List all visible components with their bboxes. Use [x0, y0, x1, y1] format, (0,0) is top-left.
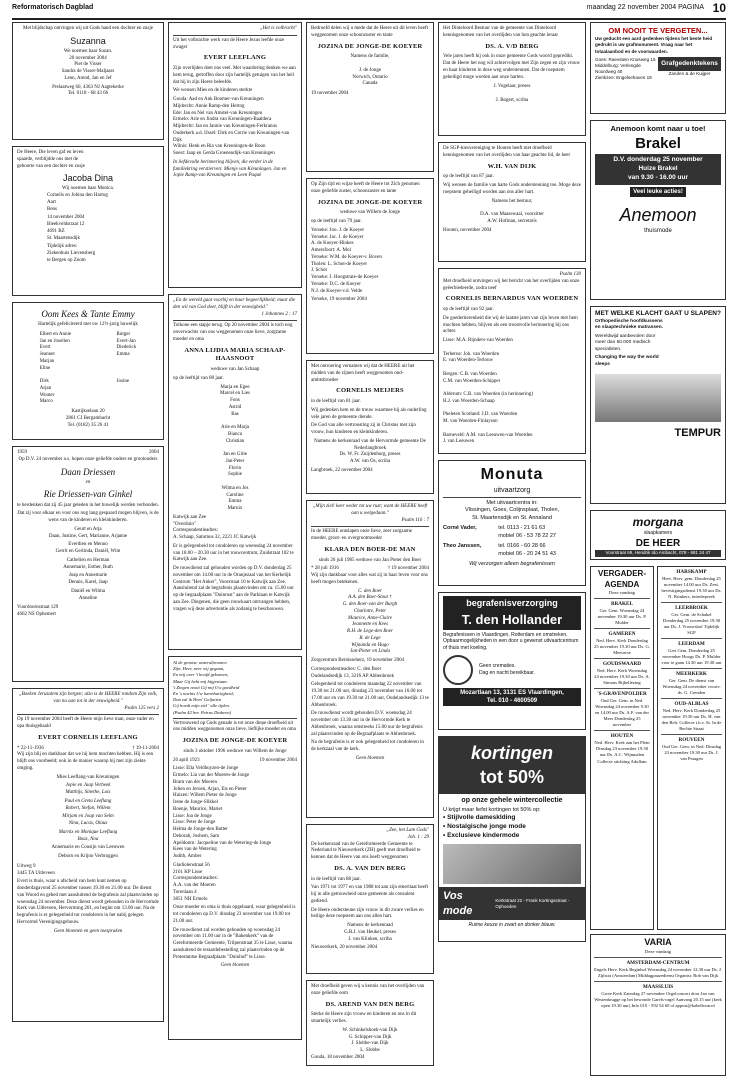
monuta-places: Vlissingen, Goes, Colijnsplaat, Tholen, St. Maartensdijk en St. Annaland	[464, 507, 560, 521]
brakel-place: Brakel	[635, 135, 681, 153]
obituary-text: Wij zijn blij en dankbaar dat we hij hem mochten hebben. Hij is een blijft ons voorbeeld; ook in de manier waarop hij met zijn ziekte omging.	[17, 752, 154, 771]
agenda-details: Ger. Gem. De dienst van Woensdag 24 november voortv. ds. G. Crenden	[662, 678, 721, 696]
birth2-line: Wij noemen haar Monica.	[61, 186, 114, 192]
leeflang-intro: Uit het volbrachte werk van de Heere Jezus leefde onze zwager	[173, 37, 285, 50]
birth2-intro: De Heere, Die leven gaf en leven spaarde, verblijdde ons met de geboorte van een dochter en zusje	[17, 150, 85, 169]
cbw-intro: Met droefheid ontvingen wij het bericht van het overlijden van onze geëerbiedeerde, zodra neef	[443, 278, 580, 291]
agenda-details: Ger. Gem. de Schakel Donderdag 25 november 19.30 uur Ds. J. Vrouwshof Tijdelijk SGP	[662, 611, 721, 636]
obituary-evert-leeflang	[12, 688, 164, 1022]
notice-wh-van-dijk	[438, 142, 586, 262]
jozina-death-date: 19 november 2004	[259, 757, 297, 763]
obituary-quote-ref: Psalm 125 vers 2	[124, 705, 159, 711]
birth-announcement-suzanna	[12, 22, 164, 140]
agenda-place: GAMEREN	[608, 631, 636, 638]
leeflang-text: Zijn overlijden doet ons veel. Met waardering denken we aan hem terug, getroffen door zijn hartelijk getuigen van het heil dat hij in zijn Heere beleefde.	[173, 66, 296, 85]
birth2-address: Bleekveldstraat 12 4691 BZ St. Maartensdijk	[47, 222, 85, 241]
vos-headline-2: tot 50%	[479, 767, 544, 788]
obituary-family-2: Jopie en Jaap Verbeek Matthijs, Sinethe, Lois	[65, 783, 111, 796]
agenda-details: Gert Gem. Donderdag 25 november Hoogs Ds. P. Mulder voor te gaan 14.30 uur 19.30 uur	[661, 648, 722, 666]
klara-intro: In de HEERE ontslapen onze lieve, zeer zorgzame moeder, groot- en overgrootmoeder	[311, 529, 412, 541]
agenda-place: BRAKEL	[611, 601, 633, 608]
berg-intro: De kerkenraad van de Gereformeerde Gemeente te Nederland te Nieuwerkerk (ZH) geeft met droefheid te kennen dat de Heere van ons heeft weggenomen	[311, 841, 421, 860]
arend-family: W. Schinkelshoek-van Dijk G. Schipper-van Dijk J. Slobbe-van Dijk L. Slobbe	[342, 1027, 398, 1054]
wh-age: op de leeftijd van 87 jaar.	[443, 174, 494, 180]
ad-monuta	[438, 460, 586, 586]
klara-quote-ref: Psalm 116 : 7	[401, 517, 429, 523]
monuta-subtitle: uitvaartzorg	[493, 486, 531, 494]
obituary-leeflang-family	[168, 22, 302, 288]
cbw-name: CORNELIS BERNARDUS VAN WOERDEN	[445, 295, 579, 303]
wh-intro: De SGP-kiesvereniging te Houten heeft met droefheid kennisgenomen van het overlijden van haar geachte lid, de heer	[443, 146, 571, 158]
leeflang-wish: We wensen Mies en de kinderen sterkte	[173, 88, 253, 94]
anniversary-title: Oom Kees & Tante Emmy	[41, 309, 135, 319]
agenda-place: ROUVEEN	[678, 737, 705, 744]
brakel-actions-badge: Veel leuke acties!	[630, 187, 686, 197]
birth-name: Suzanna	[70, 35, 106, 46]
agenda-details: Oud Ger. Gem. in Ned. Dinsdag 23 november 19.30 uur Ds. J. van Praagen	[661, 744, 722, 762]
klara-text: Wij zijn dankbaar voor alles wat zij in haar leven voor ons heeft mogen betekenen.	[311, 573, 428, 585]
hollander-services: Begrafenissen in Vlaardingen, Rotterdam en omstreken. Opbaarmogelijkheden in een door u gewenst uitvaartcentrum of thuis met koeling.	[443, 631, 579, 652]
berg-signature: Namens de kerkenraad G.R.J. van Heukel, preses J. van Klinken, scriba	[344, 923, 396, 942]
birth-address: Prelaatweg 60, 4363 NJ Aagtekerke Tel. 0118 - 68 43 66	[52, 84, 124, 97]
wh-signature: Namens het bestuur, D.A. van Maasewaal, voorzitter A.W. Hofman, secretaris	[480, 198, 544, 224]
jozina-address: Gladiolenstraat 56 2161 KP Lisse Correspondentieadres: A.A. van der Moeren Torenlaan 4 3851 NH Ermelo	[173, 862, 218, 902]
anna-intro: Tolkone een stapje terug. Op 20 november 2004 is toch nog onverwachts van ons weggenomen onze lieve, zorgzame moeder en oma	[173, 323, 293, 342]
dinteloord-intro: Het Dinteloord Bestuur van de gemeente van Dinteloord kennisgenomen van het overlijden van hun geachte leraar	[443, 26, 559, 38]
column-5	[590, 22, 726, 1076]
agenda-place: 'S-GRAVENPOLDER	[597, 691, 647, 698]
varia-item-0	[594, 960, 722, 979]
klara-death-date: † 19 november 2004	[387, 566, 429, 572]
agenda-item-4	[594, 733, 650, 764]
berg-text: Van 1971 tot 1977 en van 1988 tot aan zijn emeritaat heeft hij in alle getrouwheid onze gemeente als consulent gediend.	[311, 885, 429, 904]
berg-quote: „Zee, het Lam Gods"	[386, 828, 429, 833]
jozina-condolence: Onze moeder en oma is thuis opgebaard, waar gelegenheid is tot condoleren op D.V. dinsdag 23 november van 19.00 tot 21.00 uur.	[173, 905, 296, 924]
obituary-family-3: Paul en Greta Leeflang Robert, Stefan, Willem	[64, 798, 112, 811]
agenda-place: LEERDAM	[678, 641, 705, 648]
klara-condolence: Gelegenheid tot condoleren maandag 22 november van 19.30 tot 21.00 uur, dinsdag 23 november van 16.00 tot 17.00 uur en van 19.30 tot 21.00 uur, Oudelandsedijk 13 te Abbenbroek.	[311, 682, 429, 708]
jozina-family: Lisse: Ella Veldhuyzen-de Jonge Ermelo: Lia van der Moeren-de Jonge Bram van der Moeren Jolien en Jeroen, Arjan, Els en Pieter Huizen: Willem Pieter de Jonge Irene de Jonge-Slikkel Roenje, Maurice, Mariet Lisse: Joa de Jonge Lisse: Peter de Jonge Helma de Jonge-den Butter Deborah, Joshem, Sam Apeldoorn: Jacqueline van de Wetering-de Jonge Kees van de Wetering Judith, Amber	[173, 766, 272, 860]
right-item-3	[661, 671, 722, 696]
agenda-item-3	[594, 691, 650, 728]
obituary-anna-schaap	[168, 294, 302, 650]
obituary-family-6: Annemarie en Cousijn van Leeuwen	[51, 845, 125, 851]
vos-tagline: Ruime keuze in zwart en donker blauw.	[468, 922, 556, 929]
meijers-date: Langbroek, 22 november 2004	[311, 467, 373, 473]
hollander-available: Dag en nacht bereikbaar.	[479, 669, 535, 676]
klara-after: Na de begrafenis is er ook gelegenheid tot condoleren in de kerkzaal van de kerk.	[311, 740, 424, 753]
arend-name: DS. AREND VAN DEN BERG	[325, 1000, 415, 1008]
birth-intro: Met blijdschap ontvingen wij uit Gods hand een dochter en zusje	[23, 26, 153, 31]
birth-parents: Piet de Visser Sandra de Visser-Maljaars Lenn, Arend, Jan en Jef	[61, 62, 115, 81]
hollander-title-2: T. den Hollander	[443, 610, 581, 630]
page-date: maandag 22 november 2004 PAGINA	[586, 4, 704, 11]
tempur-text-1: Orthopedische hoofdkussens en slaaptechnieke matrassen.	[595, 318, 663, 331]
b1-name: JOZINA DE JONGE-DE KOEYER	[317, 42, 423, 50]
anemoon-subtitle: thuismode	[644, 228, 672, 235]
birth2-temp-address: Tijdelijk adres: Ziekenhuis Lievensberg te Bergen op Zoom	[47, 244, 96, 263]
graf-subtitle: Zanden & de Kuijper	[668, 71, 711, 77]
b1-date: 19 november 2004	[311, 91, 349, 97]
right-item-5	[661, 737, 722, 762]
year-end: 2004	[149, 450, 159, 455]
monuta-logo: Monuta	[480, 466, 544, 483]
agenda-details: Oud Ger. Gem. in Ned. Woensdag 24 november 9.30 en 14.00 uur Ds. A.F. van der Meer Donderdag 25 november	[595, 698, 649, 728]
agenda-item-2	[594, 661, 650, 686]
wh-date: Houten, november 2004	[443, 227, 492, 233]
berg-date: Nieuwerkerk, 20 november 2004	[311, 945, 378, 951]
notice-jozina-yerseke	[306, 178, 434, 354]
obituary-intro: Op 19 november 2004 heeft de Heere mijn lieve man, onze vader en opa thuisgehaald	[17, 717, 154, 729]
wh-name: W.H. VAN DIJK	[487, 162, 537, 170]
jubilee-name-2: Rie Driessen-van Ginkel	[43, 489, 133, 500]
obituary-quote: „Boeken Jeruzalem zijn bergen; alzo is de HEERE rondom Zijn volk, van nu aan tot in der eeuwigheid."	[18, 692, 158, 704]
anniversary-text: Hartelijk gefeliciteerd met uw 12½-jarig huwelijk	[38, 322, 138, 328]
hollander-no-cremation: Geen crematies.	[479, 663, 516, 670]
klara-closing: Geen bloemen	[355, 755, 385, 761]
agenda-details: Herv. Herv. gem. Donderdag 25 november 14.00 uur Ds. Zeet, bevestigingsdienst 19.30 uur Ds. N. Brinkers, intredepreek	[661, 575, 722, 600]
ad-morgana	[590, 510, 726, 560]
b2-name: JOZINA DE JONGE-DE KOEYER	[317, 198, 423, 206]
anniversary-address: Kastijkselaan 20 2861 CJ Bergambacht Tel. (0182) 35 26 41	[65, 409, 111, 428]
tempur-bed-image	[595, 374, 721, 422]
jozina-poem: Al de grootse wateraltroonen Zijn, Heer, neer wij gegaan, En mij over 't hoofd gekomen; Maar Gij hebt mij bijgestaan. 't Zingen nooit Gij mij Uw goedheid En 's nachts Uw barmhartigheid; Dan zal ik Hem' Goljaiten Gij hoedt mijn ziel ' alle tijden. (Psalm 42 ber. Petrus Datheen)	[173, 660, 240, 715]
agenda-details: Ned. Herv. Kerk aan het Plein Dinsdag 23 november 19.30 uur Ds. A.C. Wijnmalen Collecte stichting Adullam	[594, 740, 650, 764]
varia-title: VARIA	[644, 937, 672, 947]
vos-item-3: • Exclusieve kindermode	[443, 831, 520, 839]
dinteloord-signature: J. Vogelaar, preses J. Bogert, scriba	[493, 84, 531, 103]
notice-arend-van-den-berg	[306, 980, 434, 1066]
meijers-signature: Namens de kerkenraad van de Hervormde gemeente De Nederlangbroek Ds. W. Fr. Zuijdenburg, preses A.W. van Os, scriba	[314, 438, 426, 465]
anniversary-driessen	[12, 446, 164, 682]
page-number: 10	[712, 1, 726, 15]
obituary-closing: Geen bloemen en geen toespraken	[53, 928, 123, 934]
monuta-contact-1-tel: tel. 0113 - 21 61 63 mobiel 06 - 53 78 22 27	[498, 525, 556, 539]
birth-date: 20 november 2004	[69, 55, 107, 61]
varia-details: Grote Kerk Zaterdag 27 november Orgelconcert door Jan van Westenbrugge op het bewonde Garels-orgel Aanvang 20.15 uur (kerk open 19.30 uur) Info 010 - 592 54 60 of appost@kabelfoon.nl	[594, 990, 722, 1008]
morgana-address: Voorstraat 69, Hendrik Ido Ambacht, 078 - 681 24 47	[595, 550, 721, 556]
vos-item-2: • Nostalgische jonge mode	[443, 823, 526, 831]
dinteloord-name: DS. A. V/D BERG	[485, 42, 539, 50]
leeflang-name: EVERT LEEFLANG	[203, 54, 267, 62]
varia-item-1	[594, 984, 722, 1009]
jubilee-family-3: Cathelien en Herman Annemarie, Esther, Ruth	[63, 557, 113, 570]
agenda-place: GOUDSWAARD	[602, 661, 642, 668]
anna-widow-of: weduwe van Jan Schaap	[210, 367, 260, 373]
birth2-parents: Cornelis en Jobina den Hartog Aart Rens	[47, 193, 108, 212]
vos-logo: Vos mode	[443, 889, 473, 917]
jubilee-family-2: Everdien en Menno Gerrit en Gerlinda, Daniël, Wim	[55, 542, 121, 555]
vos-headline-1: kortingen	[470, 743, 553, 763]
jozina-widow-of: sinds 3 oktober 1996 weduwe van Willem de Jonge	[183, 748, 287, 754]
column-3	[306, 22, 434, 1072]
graf-location-1: Goes: Raevstein Kruisweg 16	[595, 56, 656, 62]
brakel-venue: Huize Brakel	[638, 165, 678, 173]
ad-den-hollander	[438, 592, 586, 730]
birth2-date: 14 november 2004	[47, 215, 85, 221]
obituary-family-4: Mirjam en Joap van Selm Nina, Lucas, Olaus	[62, 814, 114, 827]
monuta-contact-2-name: Theo Janssen,	[443, 543, 482, 550]
agenda-details: Ger. Gem. Woensdag 24 november 19.30 uur Ds. P. Mulder	[597, 608, 647, 626]
varia-section	[590, 934, 726, 1076]
right-item-0	[661, 569, 722, 600]
vos-address: Kerkstraat 22 - Frank Kortingsstraat - Ophoeden	[495, 897, 570, 909]
monuta-contact-1-name: Corné Vader,	[443, 525, 477, 532]
notice-ds-van-den-berg	[306, 824, 434, 974]
cbw-text: De goedertierenheid die wij de laatste jaren van zijn leven met hem mochten hebben, blijven als een troostvolle herinnering bij ons achter.	[443, 315, 578, 335]
meijers-age: in de leeftijd van 81 jaar.	[311, 399, 361, 405]
jubilee-name-1: Daan Driessen	[60, 466, 116, 477]
anniversary-oom-kees	[12, 302, 164, 440]
tempur-text-2: Wereldwijd aanbevolen door meer dan 50.000 medisch specialisten.	[595, 333, 656, 352]
klara-name: KLARA DEN BOER-DE MAN	[324, 545, 416, 553]
b2-intro: Op Zijn tijd en wijze heeft de Heere tot Zich genomen onze geliefde zuster, schoonzuster en tante	[311, 182, 420, 194]
jubilee-wish: Dat zij voor elkaar en voor ons nog lang gespaard mogen blijven, is de wens van de kinderen en kleinkinderen.	[17, 511, 159, 524]
jubilee-and: en	[85, 479, 91, 485]
agenda-item-1	[594, 631, 650, 656]
klara-family: C. den Boer A.A. den Boer-Stout † G. den Boer-van der Burgh Charlotte, Peter Maurice, Anne-Claire Jeannette en Kees R.H. de Lege-den Boer R. de Lege Wijnanda en Hugo Jan-Pieter en Linda	[342, 588, 398, 655]
meijers-intro: Met ontroering vernamen wij dat de HEERE uit het midden van de zijnen heeft weggenomen ond-ambtsbroeder	[311, 364, 415, 383]
b2-widow-of: weduwe van Willem de Jonge	[340, 210, 400, 216]
notice-cornelis-van-woerden	[438, 268, 586, 454]
anna-funeral: De rouwdienst zal gehouden worden op D.V. donderdag 25 november om 14.00 uur in de Oranjezaal van het Kerkelijk Centrum "Het Anker", Voorstraat 10 te Katwijk aan Zee. Aansluitend zal de begrafenis plaatsvinden om ca. 15.00 uur op de begraafplaats "Duinrust" aan de Parklaan te Katwijk aan Zee. Diegenen, die geen rouwkaart ontvangen hebben, vragen wij deze advertentie als zodanig te beschouwen.	[173, 566, 294, 612]
varia-details: Engels Herv. Kerk Beginhof Woensdag 24 november 12.30 uur Ds. J. Zijlstra (Amsterdam) Middagpauzedienst Organist: Rob van Dijk	[594, 966, 722, 978]
varia-subtitle: Deze vandaag	[645, 948, 671, 954]
morgana-logo: morgana	[632, 515, 684, 529]
b2-family: Yerseke: Joo. J. de Koeyer Yerseke: Jac. J. de Koeyer A. de Koeyer-Hinkes Amersfoort: A. Mol Yerseke: W.M. de Koeyer-v. Boven Tholen: L. Schot-de Koeyer J. Schot Yerseke: J. Hoogstrate-de Koeyer Yerseke: D.C. de Koeyer N.J. de Koeyer-v.d. Velde	[311, 227, 382, 294]
hollander-address: Mozartlaan 13, 3131 ES Vlaardingen, Tel. 010 - 4600509	[443, 688, 581, 706]
leeflang-quote: „Het is volbracht"	[259, 26, 297, 31]
anniversary-names-left: Elbert en Annie Jan en Joselien Evert Jeannet Marjan Eline Dirk Arjan Wouter Marco	[39, 331, 72, 405]
anna-family: Marja en Egee Marcel en Lies Fons Astrid Bas Arie en Marja Bianca Christian Jan en Gitie Jan-Peter Florin Sophie Wilma en Jos Caroline Emma Marnix	[220, 384, 250, 512]
notice-jozina-family	[306, 22, 434, 172]
notice-cornelis-meijers	[306, 360, 434, 494]
church-agenda-left	[590, 566, 654, 930]
berg-age: in de leeftijd van 88 jaar.	[311, 876, 361, 882]
column-2	[168, 22, 302, 1046]
arend-intro: Met droefheid geven wij u kennis van het overlijden van onze geliefde oom	[311, 984, 425, 996]
obituary-family-1: Mies Leeflang-van Kreuningen	[56, 774, 120, 780]
klara-funeral: De rouwdienst wordt gehouden D.V. woensdag 24 november om 13.30 uur in de Hervormde Kerk te Abbenbroek, waarna omstreeks 15.00 uur de begrafenis zal plaatsvinden op de Begraafplaats te Abbenbroek.	[311, 711, 423, 737]
jubilee-family-1: Geurt en Arja Daan, Justine, Gert, Marianne, Arjanne	[48, 526, 128, 539]
agenda-details: Ned. Herv. Kerk Donderdag 25 november 19.30 uur Ds. H. van den Belt. Collecte t.b.v. St. In de Rechte Straat	[661, 708, 722, 732]
vos-subtitle: op onze gehele wintercollectie	[461, 796, 563, 804]
klara-quote: „Mijn ziel! keer weder tot uw rust; want de HEERE heeft aan u welgedaan."	[312, 504, 428, 516]
jubilee-intro: Op D.V. 24 november a.s. hopen onze geliefde ouders en grootouders	[18, 456, 158, 462]
graf-location-3: Zierikzee: Engelsehaven 19	[595, 75, 652, 81]
obituary-funeral-info: Evert is thuis, waar u afscheid van hem kunt nemen op donderdagavond 25 november tussen 19.30 en 21.00 uur. De dienst van Woord en gebed met aansluitend de begrafenis zal plaatsvinden op woensdag 24 november. Deze dienst wordt gehouden in de Hervormde Kerk van Uitleveen, Hervorming 201, en begint om 13.00 uur. Na de begrafenis is er gelegenheid tot condoleren in het nabij gelegen Hervormd Verenigingsgebouw.	[17, 879, 159, 925]
b2-date: Yerseke, 19 november 2004	[311, 297, 367, 303]
column-4	[438, 22, 586, 948]
klara-correspondence: Correspondentieadres: C. den Boer Oudelandsedijk 13, 3216 AP Abbenbroek	[311, 666, 395, 679]
hollander-title-1: begrafenisverzorging	[443, 596, 581, 610]
vos-photo	[443, 844, 581, 884]
leeflang-memory: In liefdevolle herinnering blijven, die eerder in de familiekring verstierven: Mienje van Kreuningen. Jan en Jopie Ramp-van Kreuningen en Leen Paqué	[173, 159, 287, 179]
brakel-date: D.V. donderdag 25 november	[613, 156, 703, 164]
vos-item-1: • Stijlvolle damesklding	[443, 814, 516, 822]
newspaper-name: Reformatorisch Dagblad	[12, 4, 94, 11]
b1-family: Namens de familie, J. de Jonge Norwich, Ontario Canada	[350, 54, 390, 87]
obituary-name: EVERT CORNELIS LEEFLANG	[38, 733, 138, 741]
tempur-logo: TEMPUR	[674, 427, 721, 440]
berg-quote-ref: Joh. 1 : 29	[407, 834, 429, 840]
ad-tempur	[590, 306, 726, 504]
klara-address: Zorgcentrum Bernisseherz, 19 november 2004	[311, 658, 405, 664]
hollander-logo-icon	[443, 655, 473, 685]
year-start: 1959	[17, 450, 27, 455]
agenda-place: MEERKERK	[676, 671, 707, 678]
obituary-klara-den-boer	[306, 500, 434, 818]
agenda-details: Ned. Herv. Kerk Woensdag 24 november 19.30 uur Ds. A. Simons Bijbellezing	[594, 668, 650, 686]
brakel-time: van 9.30 - 16.00 uur	[628, 173, 688, 181]
jubilee-family-4: Joap en Annemarie Dennis, Karel, Jaap	[68, 573, 108, 586]
ad-grafgedenktekens	[590, 22, 726, 114]
arend-text: Sterke de Heere zijn vrouw en kinderen en ons in dit smartelijk verlies.	[311, 1012, 417, 1025]
graf-text: Uw geducht een aard gedenken tijdens het beste heid gedrukt is uw grafmonument. Vraag naar het totaalaanbod en de voorwaarden.	[595, 36, 713, 54]
berg-name: DS. A. VAN DEN BERG	[334, 864, 406, 872]
obituary-death-date: † 19-11-2004	[132, 745, 159, 751]
agenda-title: VERGADER-AGENDA	[597, 569, 646, 589]
birth2-name: Jacoba Dina	[62, 173, 114, 184]
klara-widow-of: sinds 26 juli 1985 weduwe van Jan Pieter den Boer	[318, 557, 422, 563]
anna-name: ANNA LIJDIA MARIA SCHAAP-HAASNOOT	[184, 346, 286, 363]
obituary-jozina-de-jonge	[168, 656, 302, 1040]
monuta-contact-2-tel: tel. 0166 - 60 28 66 mobiel 06 - 20 24 51 43	[498, 543, 556, 557]
masthead	[12, 1, 726, 20]
morgana-subtitle: slaapkamers	[643, 530, 673, 537]
vos-intro: U krijgt maar liefst kortingen tot 50% op:	[443, 807, 541, 814]
leeflang-family: Gouda: Aad en Ank Boomer-van Kreuningen Mijdrecht: Annie Ramp-den Hertog Ede: Jan en Nel van Amstel-van Kreuningen Ermelo: Arie en Jindra van Kreuningen-Baaldera Mijdrecht: Jan en Jannie van Kreuningen-Ferkranus Ouderkerk a.d. IJssel: Dirk en Corrie van Kreuningen-van Dijk Wilnis: Henk en Ria van Kreuningen-de Roon Soest: Jaap en Gerda Groenendijk-van Kreuningen	[173, 97, 290, 157]
meijers-text-2: De God van alle vertroosting zij in Christus met zijn vrouw, hun kinderen en kleinkinderen.	[311, 423, 416, 436]
birth-announcement-jacoba	[12, 146, 164, 296]
jozina-name: JOZINA DE JONGE-DE KOEYER	[182, 737, 288, 745]
right-item-1	[661, 605, 722, 636]
agenda-place: HOUTEN	[610, 733, 634, 740]
agenda-details: Ned. Herv. Kerk Donderdag 25 november 19.30 uur Ds. G. Meeuwse	[594, 638, 650, 656]
notice-dinteloord	[438, 22, 586, 136]
jozina-birth-date: 26 april 1923	[173, 757, 200, 763]
tempur-text-3: Changing the way the world sleeps	[595, 355, 659, 367]
anna-quote: „En de wereld gaat voorbij en haar begeerlijkheid; maar die den wil van God doet, blijft in der eeuwigheid."	[173, 298, 296, 310]
wh-text: Wij wensen de familie van harte Gods ondersteuning toe. Moge deze roepstem geheiligd worden aan ons aller hart.	[443, 183, 581, 195]
agenda-place: LEERBROEK	[675, 605, 708, 612]
anniversary-names-right: Rutger Evert-Jan Diederick Emma Josine	[116, 331, 137, 385]
monuta-text: Met uitvaartcentra in:	[486, 500, 538, 507]
anna-age: op de leeftijd van 80 jaar.	[173, 375, 224, 381]
anna-quote-ref: 1 Johannes 2 : 17	[261, 311, 297, 317]
meijers-name: CORNELIS MEIJERS	[336, 387, 404, 395]
jozina-intro: Vertrouwend op Gods genade is tot onze diepe droefheid uit ons midden weggenomen onze lieve, lieflijke moeder en oma	[173, 720, 296, 733]
anna-address: Katwijk aan Zee "Overduin" Correspondentieadres: A. Schaap, Saturnus 32, 2221 JC Katwijk	[173, 514, 257, 541]
morgana-name: DE HEER	[635, 537, 681, 549]
anemoon-logo: Anemoon	[619, 204, 697, 225]
agenda-place: HARSKAMP	[676, 569, 707, 575]
agenda-place: OUD-ALBLAS	[674, 701, 709, 708]
jozina-funeral: De rouwdienst zal worden gehouden op woensdag 24 november om 11.00 uur in de "Bakenkerk" van de Gereformeerde Gemeente, Trilpenstraat 35 te Lisse, waarna aansluitend de teraardebestelling zal plaatsvinden op de Protestantse Begraafplaats "Duinhof" te Lisse.	[173, 927, 293, 960]
jozina-closing: Geen bloemen	[220, 963, 250, 969]
cbw-quote-ref: Psalm 130	[559, 272, 581, 277]
graf-location-2: Middelburg: Verlengde Noordweg 40	[595, 62, 641, 75]
varia-place: MAASSLUIS	[642, 983, 674, 990]
right-item-2	[661, 641, 722, 666]
b2-age: op de leeftijd van 79 jaar.	[311, 219, 362, 225]
ad-anemoon-brakel	[590, 120, 726, 300]
brakel-headline: Anemoon komt naar u toe!	[610, 124, 706, 133]
meijers-text: Wij gedenken hem en de trouw waarmee hij als ouderling vele jaren de gemeente diende.	[311, 407, 427, 420]
obituary-address: Uitweg 9 3445 TA Uitleveen	[17, 863, 55, 876]
cbw-age: op de leeftijd van 92 jaar.	[443, 307, 494, 313]
ad-vos-mode	[438, 736, 586, 942]
graf-logo: Grafgedenktekens	[658, 57, 721, 72]
arend-date: Gouda, 18 november 2004	[311, 1054, 365, 1060]
graf-title: OM NOOIT TE VERGETEN...	[608, 26, 708, 35]
church-agenda-right	[657, 566, 726, 930]
column-1	[12, 22, 164, 1028]
obituary-family-7: Deborn en Krijno Verbruggen	[58, 854, 118, 860]
birth-line: We noemen haar Suzan.	[63, 48, 113, 54]
jubilee-address: Vuurdoornstraat 129 4662 NS Ophemert	[17, 605, 59, 618]
cbw-family: Lisse: M.A. Rijnders-van Woerden Terherne: Joh. van Woerden E. van Woerden-Terlouw Bergen: C.B. van Woerden C.M. van Woerden-Schipper Alderum: C.B. van Woerden (in herinnering) H.J. van Woerden-Schaap Pheleten Scotland: J.D. van Woerden M. van Woerden-Finlayson Barneveld: A.M. van Leeuwen-van Woerden J. van Leeuwen	[443, 338, 533, 445]
monuta-slogan: Wij verzorgen alleen begrafenissen	[469, 560, 555, 567]
jubilee-text: te herdenken dat zij 45 jaar geleden in het huwelijk werden verbonden.	[17, 502, 159, 508]
dinteloord-text: Vele jaren heeft hij ook in onze gemeente Gods woord gepredikt. Dat de Heere het nog wil achtervolgen met Zijn zegen en zijn vrouw en haar kinderen in deze weg ondersteunen. Dat de roepstem geheiligd moge worden aan onze harten.	[443, 54, 581, 80]
obituary-birth-date: * 22-11-1936	[17, 745, 44, 751]
agenda-subtitle: Deze vandaag	[609, 590, 635, 596]
right-item-4	[661, 701, 722, 732]
varia-place: AMSTERDAM-CENTRUM	[626, 959, 690, 966]
berg-text-2: De Heere ondersteune zijn vrouw in dit zware verlies en heilige deze roepstem aan ons allen hart.	[311, 907, 424, 920]
obituary-family-5: Marnix en Monique Leeflang Boaz, Noa	[58, 829, 118, 842]
agenda-item-0	[594, 601, 650, 626]
b1-intro: Bedroefd delen wij u mede dat de Heere uit dit leven heeft weggenomen onze schoonzuster en tante	[311, 26, 429, 38]
tempur-title: MET WELKE KLACHT GAAT U SLAPEN?	[595, 310, 721, 317]
klara-birth-date: * 28 juli 1916	[311, 566, 339, 572]
anna-condolence: Er is gelegenheid tot condoleren op woensdag 24 november van 18.00 – 20.30 uur in het rouwcentrum, Zuidstraat 102 te Katwijk aan Zee.	[173, 543, 294, 563]
jubilee-family-5: Daniël en Wilma Anneline	[71, 588, 105, 601]
